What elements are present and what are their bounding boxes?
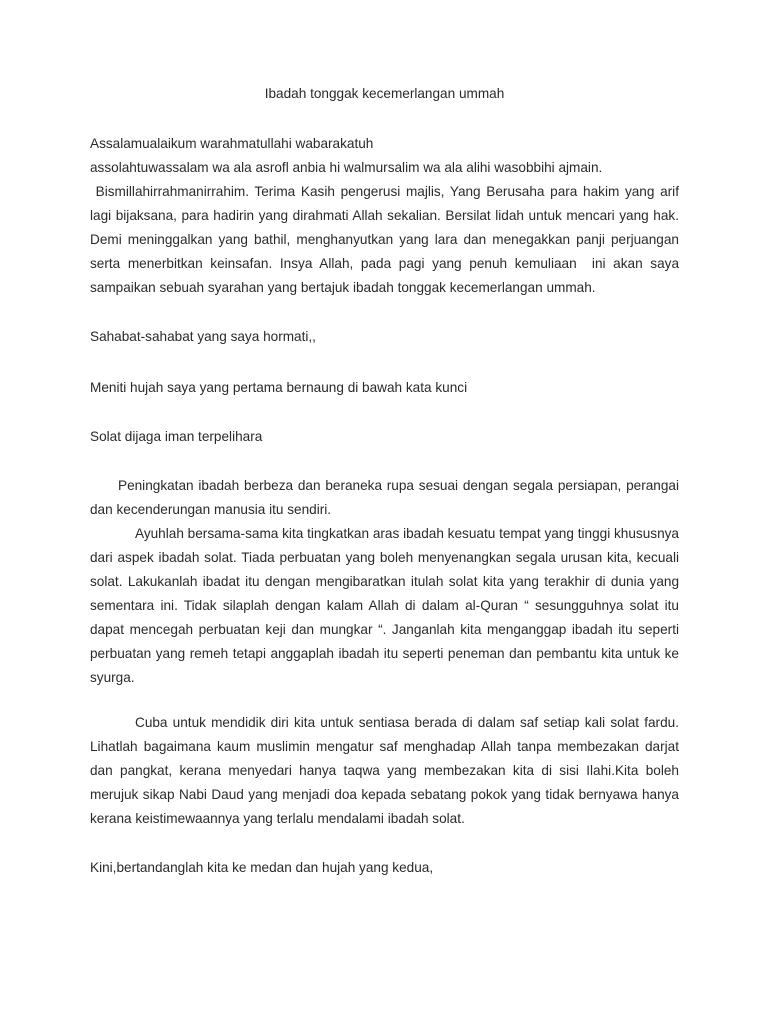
intro-paragraph: Bismillahirrahmanirrahim. Terima Kasih pengerusi majlis, Yang Berusaha para hakim yang arif lagi bijaksana, para hadirin yang dirahmati Allah sekalian. Bersilat lidah untuk mencari yang hak. Demi meninggalkan yang bathil, menghanyutkan yang lara dan menegakkan panji perjuangan serta menerbitkan keinsafan. Insya Allah, pada pagi yang penuh kemuliaan ini akan saya sampaikan sebuah syarahan yang bertajuk ibadah tonggak kecemerlangan ummah.: [90, 184, 683, 295]
keyword-line: Solat dijaga iman terpelihara: [90, 429, 263, 444]
hujah-intro-line: Meniti hujah saya yang pertama bernaung di bawah kata kunci: [90, 380, 468, 395]
greeting-line-1: Assalamualaikum warahmatullahi wabarakatuh: [90, 136, 374, 151]
document-title: Ibadah tonggak kecemerlangan ummah: [264, 86, 505, 101]
transition-line: Kini,bertandanglah kita ke medan dan hujah yang kedua,: [90, 860, 434, 875]
paragraph-3: Cuba untuk mendidik diri kita untuk sentiasa berada di dalam saf setiap kali solat fardu. Lihatlah bagaimana kaum muslimin mengatur saf menghadap Allah tanpa membezakan darjat dan pangkat, kerana menyedari hanya taqwa yang membezakan kita di sisi Ilahi.Kita boleh merujuk sikap Nabi Daud yang menjadi doa kepada sebatang pokok yang tidak bernyawa hanya kerana keistimewaannya yang terlalu mendalami ibadah solat.: [90, 715, 679, 826]
greeting-line-2: assolahtuwassalam wa ala asrofl anbia hi walmursalim wa ala alihi wasobbihi ajmain.: [90, 160, 603, 175]
document-page: [90, 84, 683, 880]
paragraph-1: Peningkatan ibadah berbeza dan beraneka rupa sesuai dengan segala persiapan, perangai dan kecenderungan manusia itu sendiri.: [90, 478, 679, 517]
salutation-line: Sahabat-sahabat yang saya hormati,,: [90, 329, 316, 344]
paragraph-2: Ayuhlah bersama-sama kita tingkatkan aras ibadah kesuatu tempat yang tinggi khususnya dari aspek ibadah solat. Tiada perbuatan yang boleh menyenangkan segala urusan kita, kecuali solat. Lakukanlah ibadat itu dengan mengibaratkan itulah solat kita yang terakhir di dunia yang sementara ini. Tidak silaplah dengan kalam Allah di dalam al-Quran “ sesungguhnya solat itu dapat mencegah perbuatan keji dan mungkar “. Janganlah kita menganggap ibadah itu seperti perbuatan yang remeh tetapi anggaplah ibadah itu seperti peneman dan pembantu kita untuk ke syurga.: [90, 526, 679, 685]
